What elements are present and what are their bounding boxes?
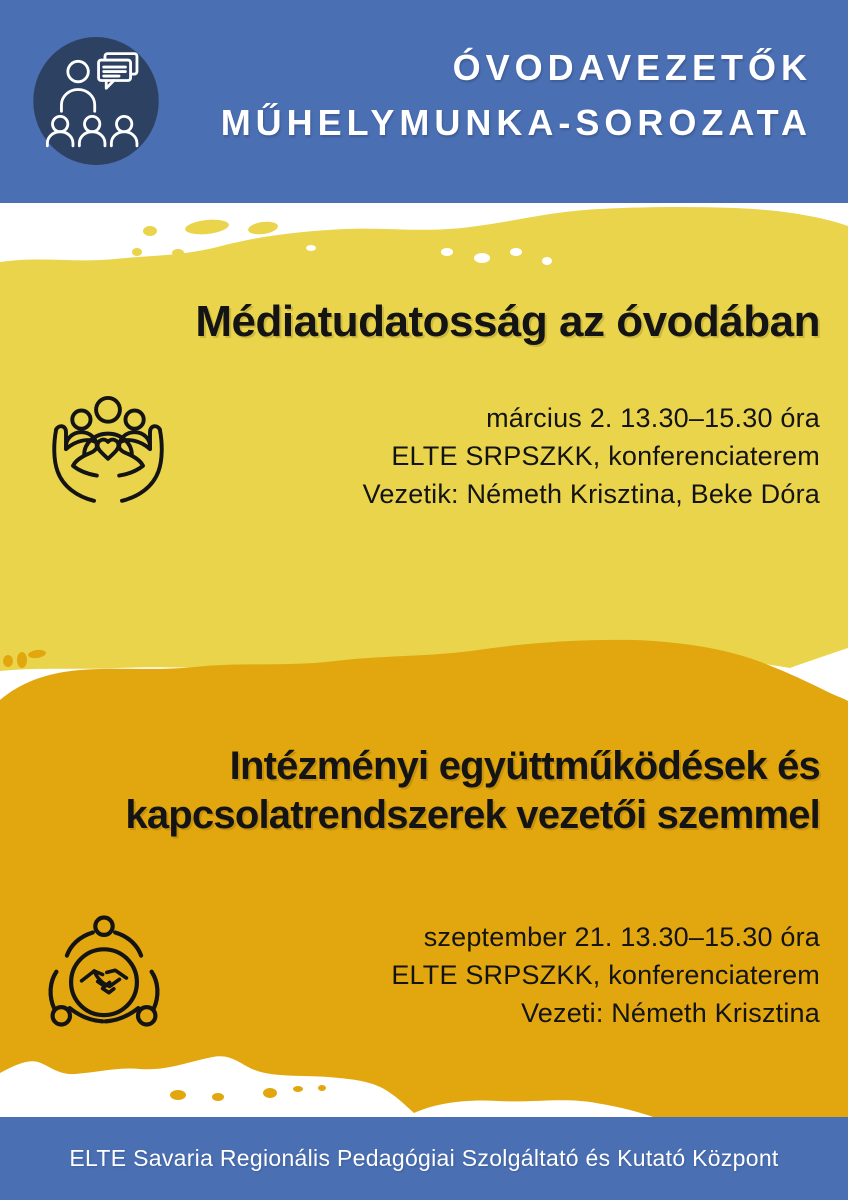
session2-title-line2: kapcsolatrendszerek vezetői szemmel <box>125 793 820 837</box>
session2-title <box>0 742 820 840</box>
presenter-audience-icon <box>32 36 160 166</box>
session2-details <box>391 918 820 1032</box>
hands-holding-people-icon <box>38 386 178 526</box>
header-title-line2: MŰHELYMUNKA-SOROZATA <box>220 102 812 143</box>
session1-title: Médiatudatosság az óvodában <box>195 297 820 346</box>
poster-header <box>221 40 812 150</box>
session1-location: ELTE SRPSZKK, konferenciaterem <box>391 441 820 471</box>
session2-leaders: Vezeti: Németh Krisztina <box>521 998 820 1028</box>
heart-icon <box>98 440 119 459</box>
header-title-line1: ÓVODAVEZETŐK <box>452 47 812 88</box>
footer-text: ELTE Savaria Regionális Pedagógiai Szolgáltató és Kutató Központ <box>69 1145 779 1171</box>
session2-date: szeptember 21. 13.30–15.30 óra <box>423 922 820 952</box>
handshake-icon <box>82 970 127 992</box>
session1-details <box>363 399 820 513</box>
session2-title-line1: Intézményi együttműködések és <box>229 744 820 788</box>
session1-date: március 2. 13.30–15.30 óra <box>486 403 820 433</box>
session2-location: ELTE SRPSZKK, konferenciaterem <box>391 960 820 990</box>
session1-leaders: Vezetik: Németh Krisztina, Beke Dóra <box>362 479 820 509</box>
footer-bar <box>0 1117 848 1200</box>
community-handshake-icon <box>34 908 174 1048</box>
